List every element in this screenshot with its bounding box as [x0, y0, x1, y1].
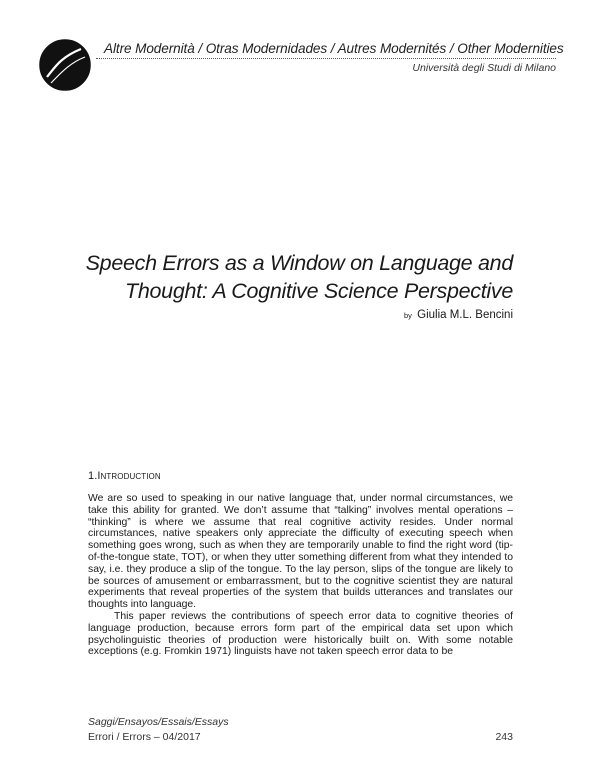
paragraph: We are so used to speaking in our native language that, under normal circumstances, we take this ability for granted. We don’t assume that “talking” involves mental operations – “thinking” is where we assume that real cognitive activity resides. Under normal circumstances, native speakers only appreciate the difficulty of executing speech when something goes wrong, such as when they are temporarily unable to find the right word (tip-of-the-tongue state, TOT), or when they utter something different from what they intended to say, i.e. they produce a slip of the tongue. To the lay person, slips of the tongue are likely to be sources of amusement or embarrassment, but to the cognitive scientist they are natural experiments that reveal properties of the system that builds utterances and translates our thoughts into language. [88, 493, 513, 611]
header-divider [96, 58, 556, 59]
journal-title: Altre Modernità / Otras Modernidades / Autres Modernités / Other Modernities [104, 41, 564, 56]
article-body [88, 493, 513, 658]
university-name: Università degli Studi di Milano [412, 62, 556, 74]
section-number: 1. [88, 470, 98, 482]
byline-prefix: by [404, 311, 412, 320]
author-name: Giulia M.L. Bencini [417, 309, 513, 321]
section-title: ntroduction [100, 470, 161, 482]
byline [300, 309, 513, 321]
article-title: Speech Errors as a Window on Language and Thought: A Cognitive Science Perspective [85, 251, 513, 303]
paragraph: This paper reviews the contributions of speech error data to cognitive theories of language production, because errors form part of the empirical data set upon which psycholinguistic theories of production were historically built on. With some notable exceptions (e.g. Fromkin 1971) linguists have not taken speech error data to be [88, 610, 513, 658]
footer-issue: Errori / Errors – 04/2017 [88, 731, 201, 743]
journal-logo-icon [37, 37, 93, 93]
page-number: 243 [495, 731, 513, 743]
footer-journal-section: Saggi/Ensayos/Essais/Essays [88, 716, 229, 728]
section-heading: 1.Introduction [88, 470, 161, 482]
